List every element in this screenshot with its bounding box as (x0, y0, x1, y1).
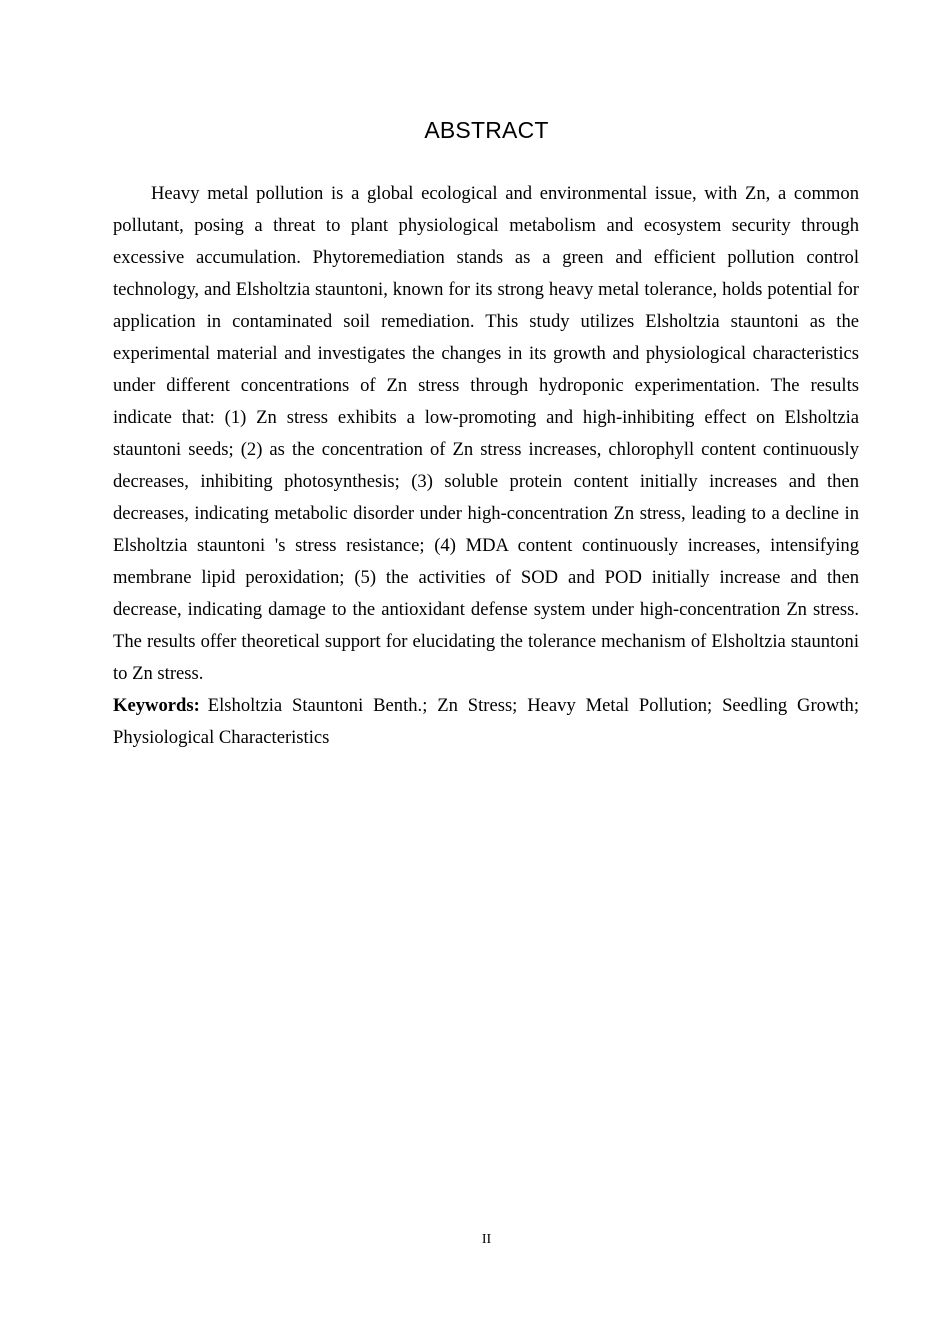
keywords-label: Keywords: (113, 695, 200, 716)
abstract-content (113, 178, 859, 754)
abstract-title: ABSTRACT (424, 117, 549, 143)
keywords-text: Elsholtzia Stauntoni Benth.; Zn Stress; Heavy Metal Pollution; Seedling Growth; Physiological Characteristics (113, 695, 859, 748)
abstract-body: Heavy metal pollution is a global ecological and environmental issue, with Zn, a common pollutant, posing a threat to plant physiological metabolism and ecosystem security through excessive accumulation. Phytoremediation stands as a green and efficient pollution control technology, and Elsholtzia stauntoni, known for its strong heavy metal tolerance, holds potential for application in contaminated soil remediation. This study utilizes Elsholtzia stauntoni as the experimental material and investigates the changes in its growth and physiological characteristics under different concentrations of Zn stress through hydroponic experimentation. The results indicate that: (1) Zn stress exhibits a low-promoting and high-inhibiting effect on Elsholtzia stauntoni seeds; (2) as the concentration of Zn stress increases, chlorophyll content continuously decreases, inhibiting photosynthesis; (3) soluble protein content initially increases and then decreases, indicating metabolic disorder under high-concentration Zn stress, leading to a decline in Elsholtzia stauntoni 's stress resistance; (4) MDA content continuously increases, intensifying membrane lipid peroxidation; (5) the activities of SOD and POD initially increase and then decrease, indicating damage to the antioxidant defense system under high-concentration Zn stress. The results offer theoretical support for elucidating the tolerance mechanism of Elsholtzia stauntoni to Zn stress. (113, 183, 859, 684)
keywords-paragraph (113, 690, 859, 754)
page-number: II (481, 1232, 492, 1247)
